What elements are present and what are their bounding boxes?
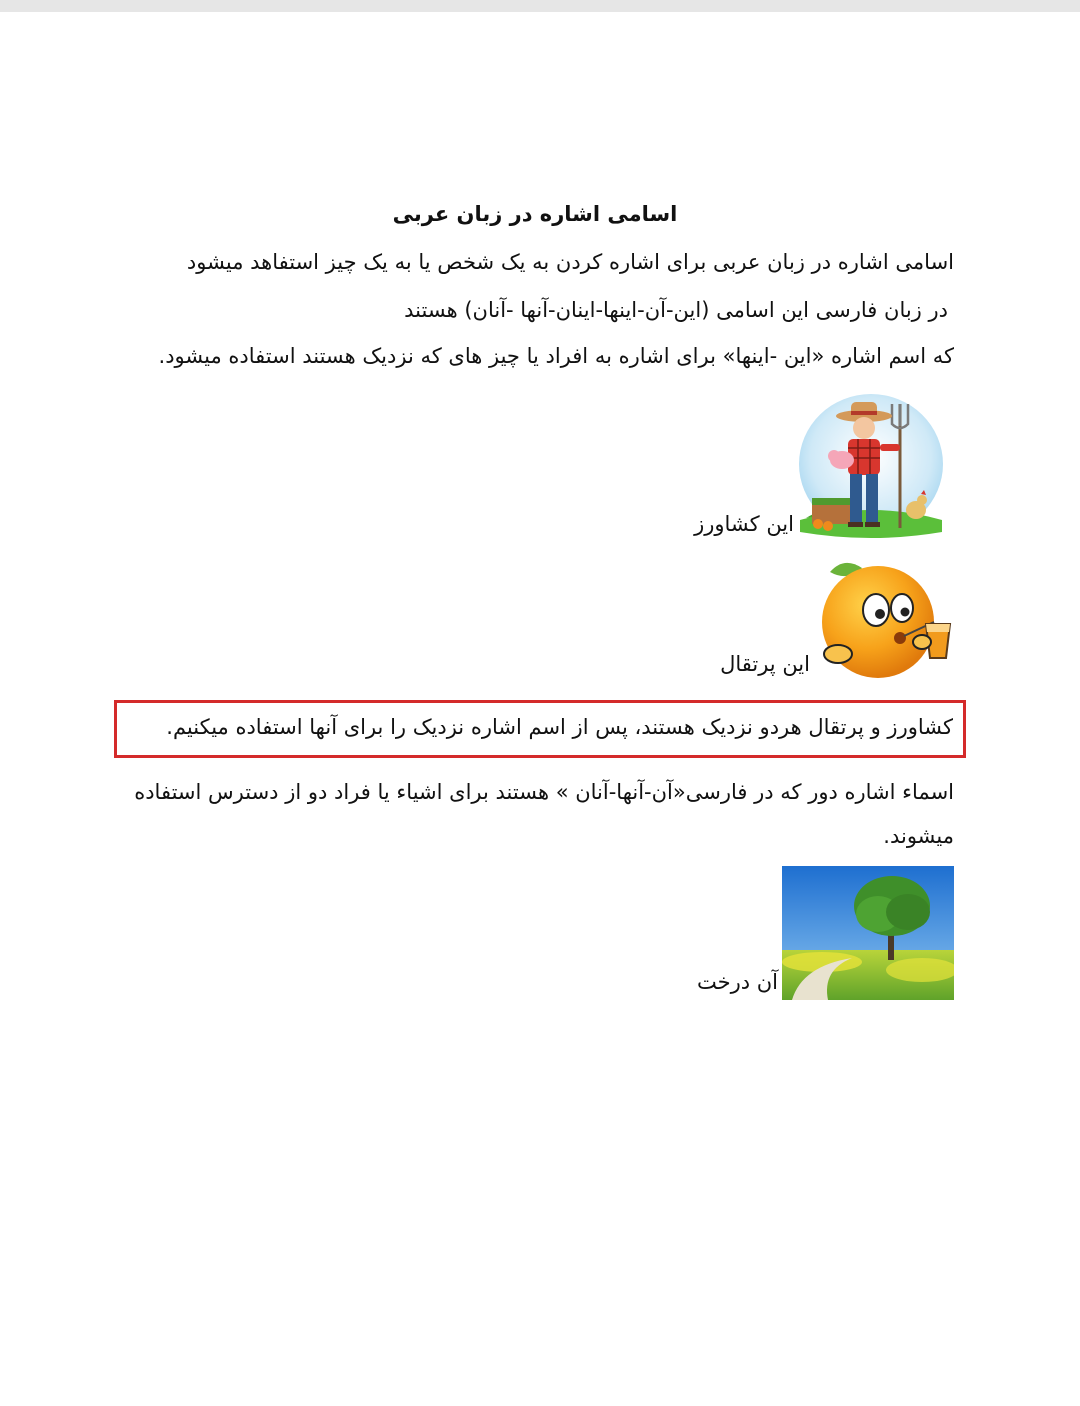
tree-figure: [126, 866, 954, 1000]
orange-caption: این پرتقال: [720, 652, 810, 676]
paragraph-persian-equivalents: در زبان فارسی این اسامی (این-آن-اینها-اینان-آنها -آنان) هستند: [404, 298, 948, 322]
paragraph-highlighted: کشاورز و پرتقال هردو نزدیک هستند، پس از اسم اشاره نزدیک را برای آنها استفاده میکنیم.: [166, 715, 953, 739]
farmer-image: [798, 392, 944, 542]
orange-figure: [126, 558, 954, 682]
document-title: اسامی اشاره در زبان عربی: [392, 202, 678, 226]
tree-caption: آن درخت: [696, 970, 778, 994]
farmer-figure: [126, 392, 954, 542]
paragraph-far-usage: اسماء اشاره دور که در فارسی«آن-آنها-آنان » هستند برای اشیاء یا فراد دو از دسترس استفاده میشوند.: [134, 780, 954, 848]
paragraph-near-usage: که اسم اشاره «این -اینها» برای اشاره به افراد یا چیز های که نزدیک هستند استفاده میشود.: [158, 344, 954, 368]
highlight-box: [114, 700, 966, 758]
orange-image: [814, 558, 954, 682]
document-page: [126, 190, 954, 1000]
top-strip: [0, 0, 1080, 12]
tree-image: [782, 866, 954, 1000]
farmer-caption: این کشاورز: [694, 512, 794, 536]
paragraph-intro: اسامی اشاره در زبان عربی برای اشاره کردن به یک شخص یا به یک چیز استفاهد میشود: [186, 250, 954, 274]
